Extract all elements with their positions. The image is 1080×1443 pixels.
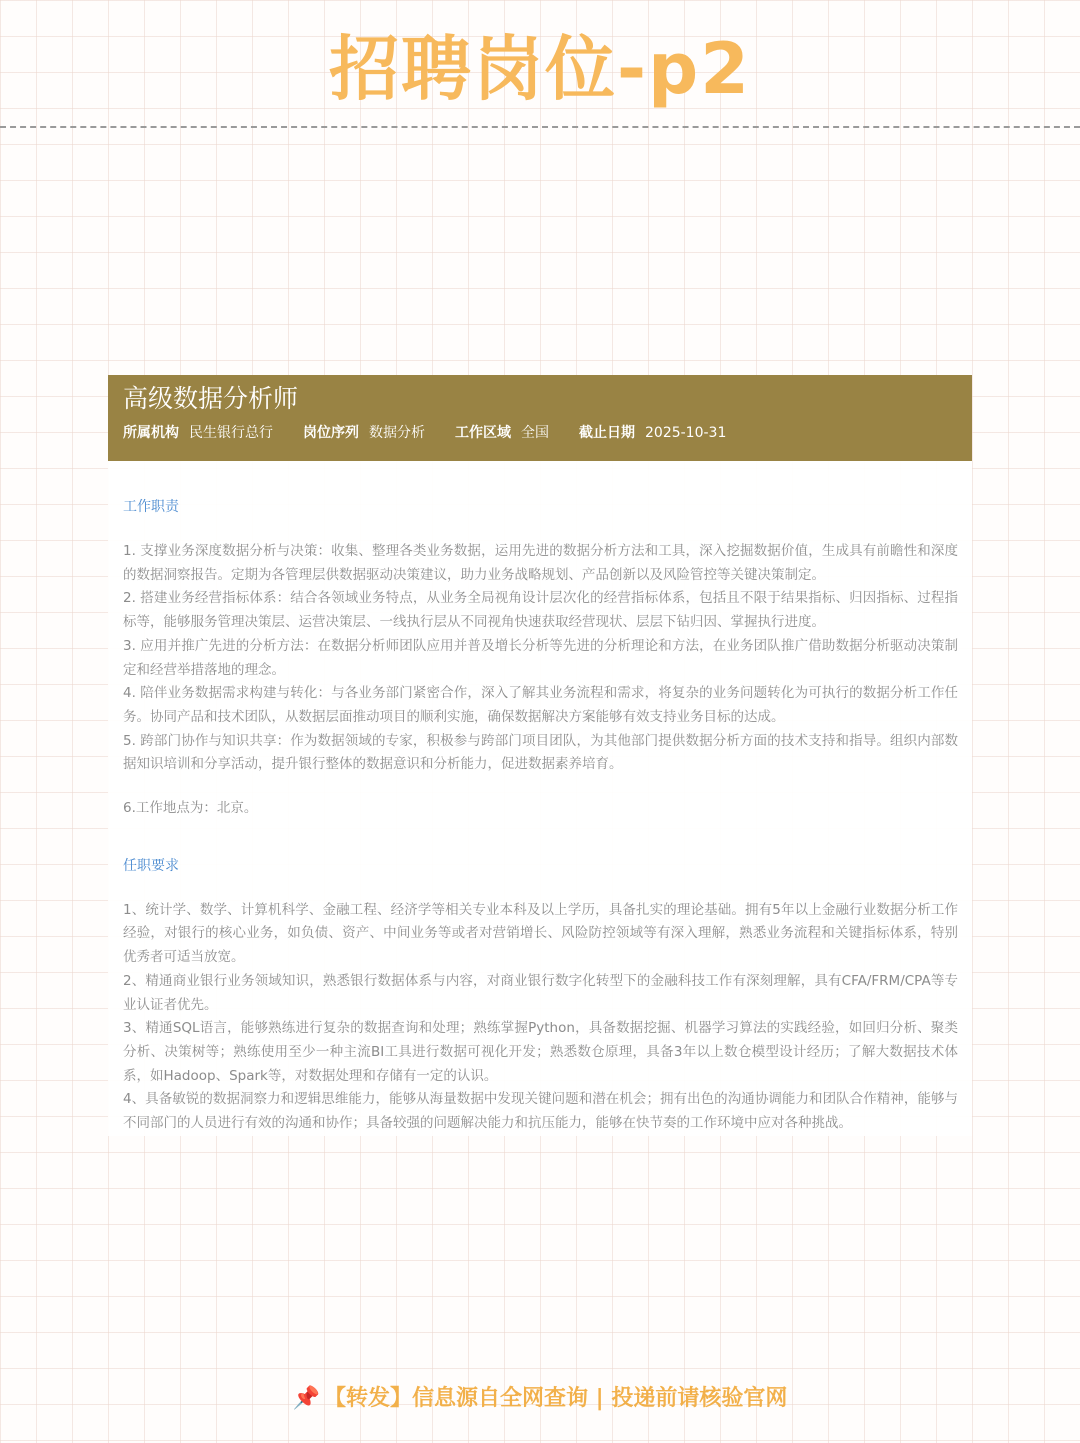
meta-value: 民生银行总行 [189,425,273,441]
meta-label: 截止日期 [579,425,635,441]
requirement-item: 2、精通商业银行业务领域知识，熟悉银行数据体系与内容，对商业银行数字化转型下的金融科技工作有深刻理解，具有CFA/FRM/CPA等专业认证者优先。 [123,972,958,1013]
meta-region [455,421,549,445]
requirement-item: 3、精通SQL语言，能够熟练进行复杂的数据查询和处理；熟练掌握Python，具备数据挖掘、机器学习算法的实践经验，如回归分析、聚类分析、决策树等；熟练使用至少一种主流BI工具进行数据可视化开发；熟悉数仓原理，具备3年以上数仓模型设计经历；了解大数据技术体系，如Hadoop、Spark等，对数据处理和存储有一定的认识。 [123,1020,958,1084]
duty-item: 4. 陪伴业务数据需求构建与转化：与各业务部门紧密合作，深入了解其业务流程和需求，将复杂的业务问题转化为可执行的数据分析工作任务。协同产品和技术团队，从数据层面推动项目的顺利实施，确保数据解决方案能够有效支持业务目标的达成。 [123,685,958,725]
duty-item: 2. 搭建业务经营指标体系：结合各领域业务特点，从业务全局视角设计层次化的经营指标体系，包括且不限于结果指标、归因指标、过程指标等，能够服务管理决策层、运营决策层、一线执行层从不同视角快速获取经营现状、层层下钻归因、掌握执行进度。 [123,590,958,631]
meta-sequence [303,421,425,445]
duties-heading: 工作职责 [123,499,179,515]
job-header [108,375,972,461]
job-detail-panel [108,461,972,1136]
meta-value: 2025-10-31 [645,425,727,441]
meta-organization [123,421,273,445]
duty-item: 3. 应用并推广先进的分析方法：在数据分析师团队应用并普及增长分析等先进的分析理论和方法，在业务团队推广借助数据分析驱动决策制定和经营举措落地的理念。 [123,637,958,678]
work-location: 6.工作地点为：北京。 [123,800,258,817]
duty-item: 5. 跨部门协作与知识共享：作为数据领域的专家，积极参与跨部门项目团队，为其他部门提供数据分析方面的技术支持和指导。组织内部数据知识培训和分享活动，提升银行整体的数据意识和分析能力，促进数据素养培育。 [123,732,958,773]
requirements-heading: 任职要求 [123,857,179,874]
job-title: 高级数据分析师 [123,384,299,413]
dashed-divider [0,126,1080,128]
job-meta-row [123,421,957,445]
requirement-item: 4、具备敏锐的数据洞察力和逻辑思维能力，能够从海量数据中发现关键问题和潜在机会；拥有出色的沟通协调能力和团队合作精神，能够与不同部门的人员进行有效的沟通和协作；具备较强的问题解决能力和抗压能力，能够在快节奏的工作环境中应对各种挑战。 [123,1091,958,1132]
pushpin-icon: 📌 [292,1386,321,1411]
meta-label: 岗位序列 [303,425,359,441]
meta-value: 数据分析 [369,425,425,441]
duty-item: 1. 支撑业务深度数据分析与决策：收集、整理各类业务数据，运用先进的数据分析方法和工具，深入挖掘数据价值，生成具有前瞻性和深度的数据洞察报告。定期为各管理层供数据驱动决策建议，助力业务战略规划、产品创新以及风险管控等关键决策制定。 [123,543,958,583]
page-title: 招聘岗位-p2 [329,28,751,110]
footer-notice [0,1383,1080,1415]
meta-value: 全国 [521,425,549,441]
footer-text: 【转发】信息源自全网查询 | 投递前请核验官网 [324,1386,788,1411]
requirement-item: 1、统计学、数学、计算机科学、金融工程、经济学等相关专业本科及以上学历，具备扎实的理论基础。拥有5年以上金融行业数据分析工作经验，对银行的核心业务，如负债、资产、中间业务等或者对营销增长、风险防控领域等有深入理解，熟悉业务流程和关键指标体系，特别优秀者可适当放宽。 [123,901,958,966]
meta-deadline [579,421,726,445]
meta-label: 所属机构 [123,425,179,441]
meta-label: 工作区域 [455,425,511,441]
